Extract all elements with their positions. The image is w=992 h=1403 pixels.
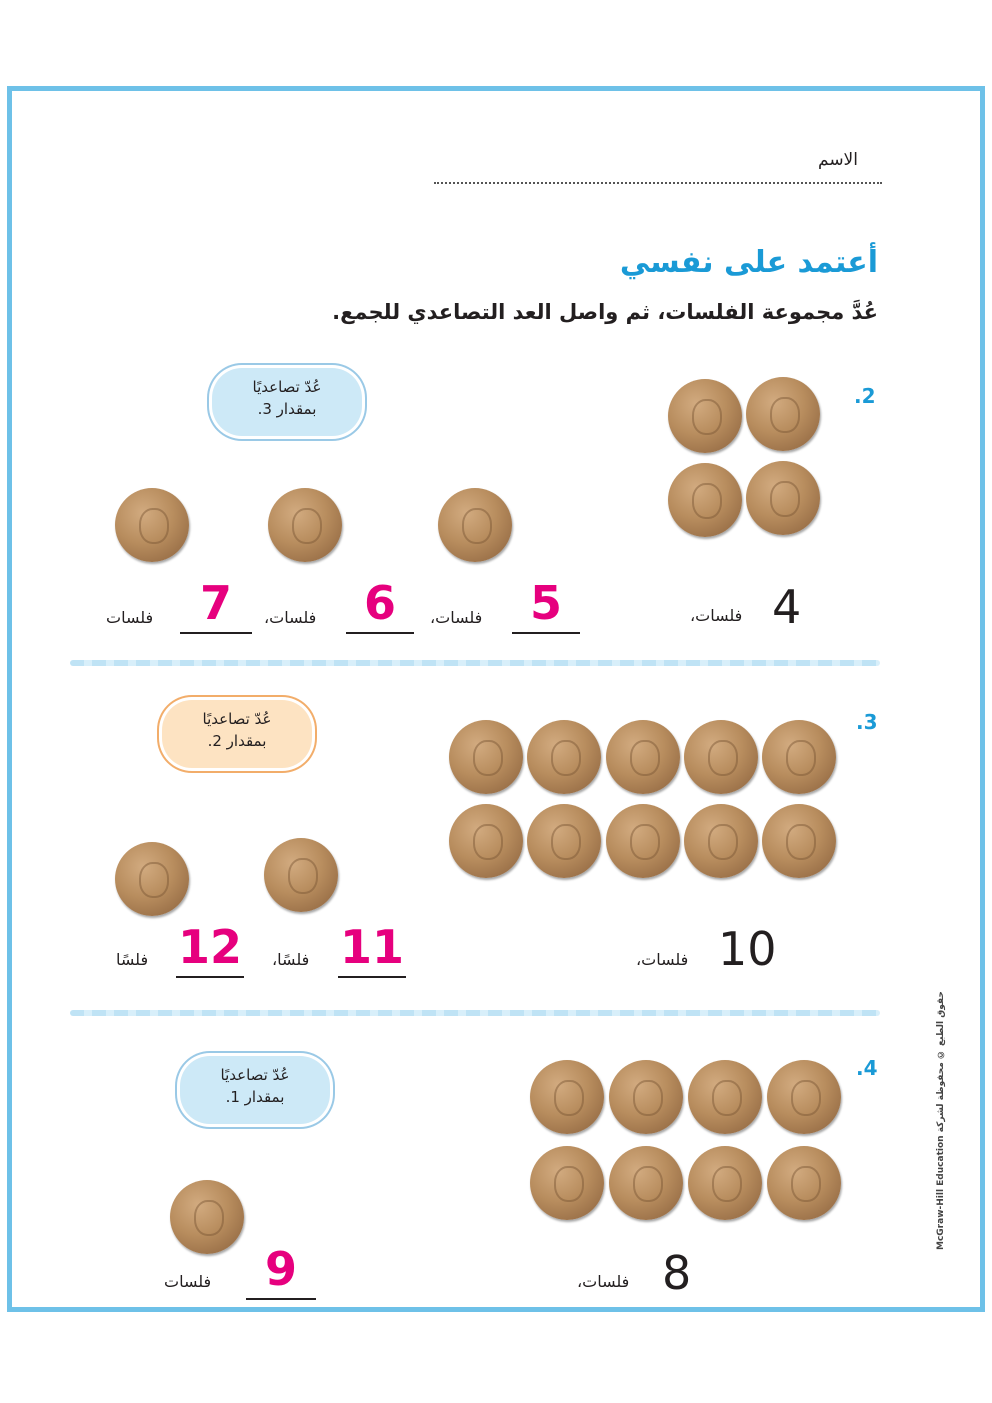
section-divider [70, 1010, 880, 1016]
unit-label: فلسات، [690, 606, 743, 625]
answer-blank[interactable]: 11 [338, 924, 406, 978]
coin-icon [115, 842, 189, 916]
hint-cloud [180, 1056, 330, 1124]
answer-blank[interactable]: 7 [180, 580, 252, 634]
unit-label: فلسات، [430, 608, 483, 627]
hint-line: بمقدار 1. [225, 1088, 285, 1106]
coin-icon [170, 1180, 244, 1254]
hint-line: بمقدار 2. [207, 732, 267, 750]
given-count: 8 [662, 1246, 692, 1300]
coin-icon [688, 1146, 762, 1220]
coin-icon [449, 804, 523, 878]
given-count: 10 [718, 922, 777, 976]
answer-blank[interactable]: 5 [512, 580, 580, 634]
copyright-note: McGraw-Hill Education حقوق الطبع © محفوظة لشركة [936, 991, 946, 1250]
coin-icon [684, 720, 758, 794]
name-field[interactable] [434, 182, 882, 184]
coin-icon [530, 1060, 604, 1134]
hint-line: عُدّ تصاعديًا [202, 710, 272, 728]
unit-label: فلسات [106, 608, 154, 627]
unit-label: فلسًا، [272, 950, 310, 969]
hint-cloud [212, 368, 362, 436]
coin-icon [688, 1060, 762, 1134]
coin-icon [264, 838, 338, 912]
coin-icon [530, 1146, 604, 1220]
coin-icon [767, 1146, 841, 1220]
coin-icon [609, 1146, 683, 1220]
instruction-text: عُدَّ مجموعة الفلسات، ثم واصل العد التصاعدي للجمع. [332, 300, 878, 324]
page-title: أعتمد على نفسي [619, 245, 878, 280]
coin-icon [762, 804, 836, 878]
coin-icon [527, 720, 601, 794]
coin-icon [449, 720, 523, 794]
exercise-number: .2 [854, 384, 876, 408]
section-divider [70, 660, 880, 666]
hint-line: بمقدار 3. [257, 400, 317, 418]
unit-label: فلسًا [116, 950, 149, 969]
name-label: الاسم [818, 150, 858, 170]
coin-icon [668, 379, 742, 453]
answer-blank[interactable]: 12 [176, 924, 244, 978]
answer-blank[interactable]: 6 [346, 580, 414, 634]
coin-icon [438, 488, 512, 562]
coin-icon [606, 804, 680, 878]
hint-cloud [162, 700, 312, 768]
exercise-number: .3 [856, 710, 878, 734]
unit-label: فلسات [164, 1272, 212, 1291]
coin-icon [606, 720, 680, 794]
coin-icon [762, 720, 836, 794]
coin-icon [767, 1060, 841, 1134]
coin-icon [268, 488, 342, 562]
hint-line: عُدّ تصاعديًا [252, 378, 322, 396]
hint-line: عُدّ تصاعديًا [220, 1066, 290, 1084]
coin-icon [527, 804, 601, 878]
unit-label: فلسات، [264, 608, 317, 627]
given-count: 4 [772, 580, 802, 634]
unit-label: فلسات، [577, 1272, 630, 1291]
coin-icon [115, 488, 189, 562]
coin-icon [746, 377, 820, 451]
coin-icon [684, 804, 758, 878]
answer-blank[interactable]: 9 [246, 1246, 316, 1300]
exercise-number: .4 [856, 1056, 878, 1080]
coin-icon [746, 461, 820, 535]
coin-icon [668, 463, 742, 537]
unit-label: فلسات، [636, 950, 689, 969]
coin-icon [609, 1060, 683, 1134]
